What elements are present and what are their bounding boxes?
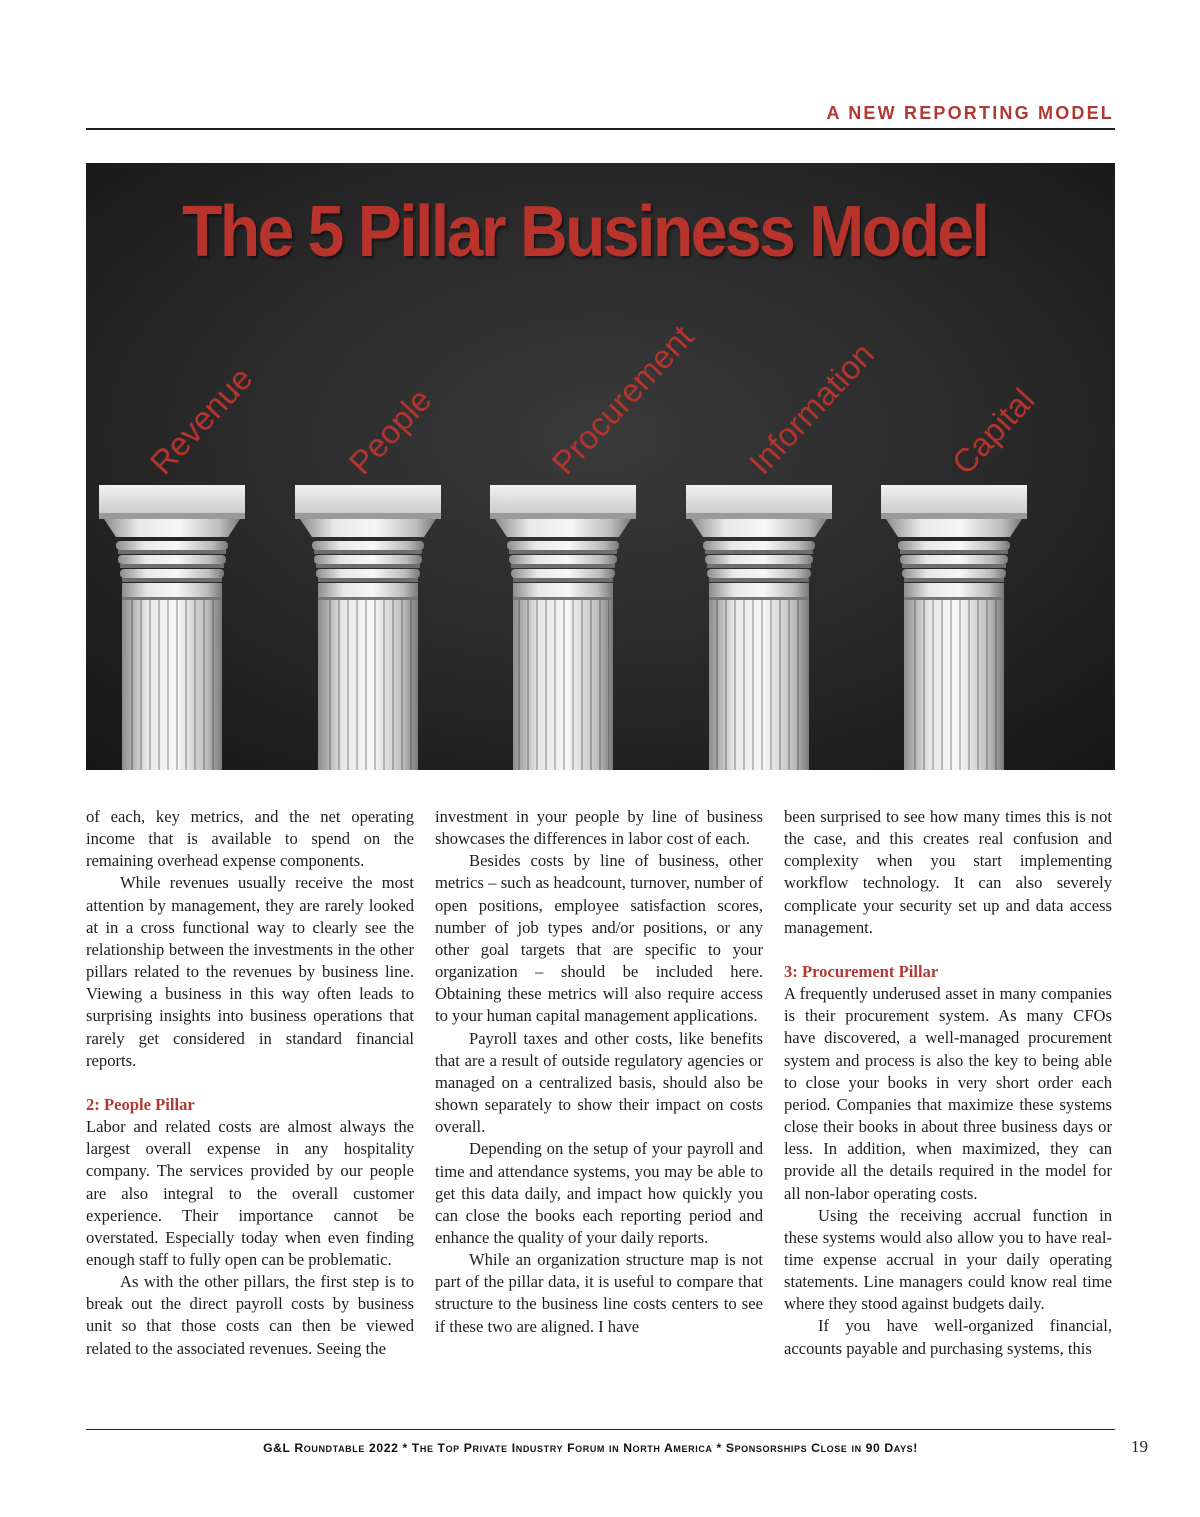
body-paragraph: Besides costs by line of business, other metrics – such as headcount, turnover, number of open positions, employee satisfaction scores, number of job types and/or positions, or any other goal targets that are specific to your organization – should be included here. Obtaining these metrics will also require access to your human capital management applications. — [435, 851, 763, 1026]
footer-rule — [86, 1429, 1115, 1430]
body-paragraph: If you have well-organized financial, accounts payable and purchasing systems, this — [784, 1316, 1112, 1358]
article-column-2 — [435, 806, 763, 1391]
pillar-label-revenue: Revenue — [142, 359, 260, 482]
body-paragraph: been surprised to see how many times this is not the case, and this creates real confusion and complexity when you start implementing workflow technology. It can also severely complicate your security set up and data access management. — [784, 807, 1112, 937]
article-column-3 — [784, 806, 1112, 1391]
body-paragraph: Depending on the setup of your payroll and time and attendance systems, you may be able to get this data daily, and impact how quickly you can close the books each reporting period and enhance the quality of your daily reports. — [435, 1139, 763, 1247]
page-number: 19 — [1131, 1437, 1148, 1456]
body-paragraph: Labor and related costs are almost always the largest overall expense in any hospitality company. The services provided by our people are also integral to the overall customer experience. Their importance cannot be overstated. Especially today when even finding enough staff to fully open can be problematic. — [86, 1117, 414, 1269]
footer-text: G&L Roundtable 2022 * The Top Private Industry Forum in North America * Sponsorships Close in 90 Days! — [263, 1441, 918, 1455]
section-label: A NEW REPORTING MODEL — [826, 103, 1114, 123]
body-paragraph: Payroll taxes and other costs, like benefits that are a result of outside regulatory agencies or managed on a centralized basis, should also be shown separately to show their impact on costs overall. — [435, 1028, 763, 1137]
pillar-label-information: Information — [741, 335, 882, 482]
body-paragraph: of each, key metrics, and the net operating income that is available to spend on the remaining overhead expense components. — [86, 807, 414, 871]
hero-image — [86, 163, 1115, 770]
body-paragraph: As with the other pillars, the first step is to break out the direct payroll costs by business unit so that those costs can then be viewed related to the associated revenues. Seeing the — [86, 1272, 414, 1358]
body-paragraph: While revenues usually receive the most attention by management, they are rarely looked at in a cross functional way to clearly see the relationship between the investments in the other pillars related to the revenues by business line. Viewing a business in this way often leads to surprising insights into business operations that rarely get considered in standard financial reports. — [86, 873, 414, 1070]
pillar-label-procurement: Procurement — [544, 317, 701, 482]
body-paragraph: While an organization structure map is not part of the pillar data, it is useful to compare that structure to the business line costs centers to see if these two are aligned. I have — [435, 1250, 763, 1336]
header-rule — [86, 128, 1115, 130]
body-paragraph: investment in your people by line of business showcases the differences in labor cost of each. — [435, 807, 763, 849]
pillar-label-capital: Capital — [944, 380, 1042, 482]
body-paragraph: Using the receiving accrual function in these systems would also allow you to have real-time expense accrual in your daily operating statements. Line managers could know real time where they stood against budgets daily. — [784, 1205, 1112, 1314]
section-heading: 2: People Pillar — [86, 1094, 195, 1114]
section-heading: 3: Procurement Pillar — [784, 961, 939, 981]
body-paragraph: A frequently underused asset in many companies is their procurement system. As many CFOs have discovered, a well-managed procurement system and process is also the key to being able to close your books in very short order each period. Companies that maximize these systems close their books in about three business days or less. In addition, when maximized, they can provide all the details required in the model for all non-labor operating costs. — [784, 984, 1112, 1203]
hero-title: The 5 Pillar Business Model — [182, 190, 988, 272]
article-column-1 — [86, 806, 414, 1391]
pillar-label-people: People — [341, 380, 439, 482]
article-body — [86, 806, 1115, 1391]
